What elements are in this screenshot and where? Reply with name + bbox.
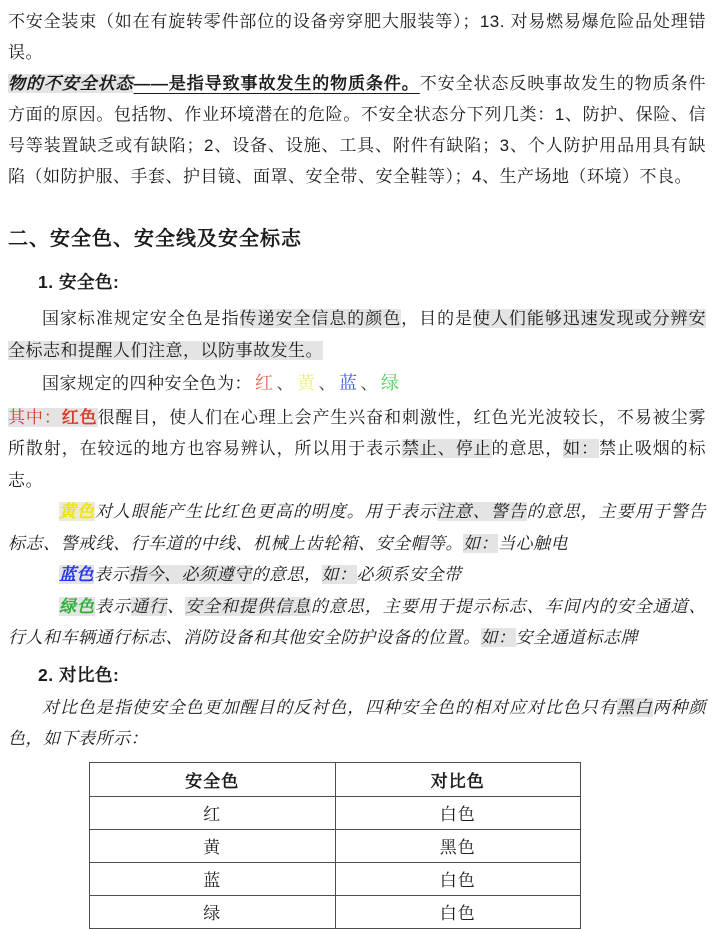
text-run: 蓝 [339, 373, 358, 393]
text-run: 如： [480, 628, 516, 647]
text-run: 的意思， [251, 565, 322, 584]
table-cell-safety: 蓝 [90, 862, 336, 895]
text-run: 物的不安全状态 [8, 74, 134, 93]
text-run: 红 [255, 373, 274, 393]
text-run: 绿色 [59, 596, 95, 616]
contrast-color-table [89, 762, 581, 929]
text-run: 是指导致事故发生的物质条件。 [168, 74, 420, 93]
table-cell-contrast: 黑色 [335, 829, 581, 862]
paragraph-red-color [8, 402, 706, 497]
table-row [90, 796, 581, 829]
text-run: 绿 [381, 373, 400, 393]
text-run: 其中： [8, 407, 62, 427]
table-row [90, 895, 581, 928]
text-run: 、 [318, 374, 336, 393]
table-header-safety-color: 安全色 [90, 762, 336, 796]
section-heading: 二、安全色、安全线及安全标志 [8, 228, 302, 250]
text-run: 对比色是指使安全色更加醒目的反衬色，四种安全色的相对应对比色只有 [42, 697, 617, 717]
text-run: 表示 [94, 565, 129, 584]
text-run: 不安全装束（如在有旋转零件部位的设备旁穿肥大服装等）；13. 对易燃易爆危险品处理错误。 [8, 12, 706, 62]
text-run: 表示 [94, 596, 131, 616]
table-row [90, 862, 581, 895]
text-run: 黑白 [616, 697, 653, 717]
paragraph-contrast-definition [8, 692, 706, 755]
text-run: 如： [321, 565, 357, 584]
paragraph-yellow-color [8, 496, 706, 559]
text-run: 的意思， [491, 439, 564, 458]
text-run: 国家规定的四种安全色为： [42, 374, 252, 393]
text-run: 指今、必须遵守 [129, 565, 252, 584]
paragraph-unsafe-dress [8, 6, 706, 68]
text-run: 不安全状态反映事故发生的物质条件方面的原因。包括物、作业环境潜在的危险。不安全状态分下列几类：1、防护、保险、信号等装置缺乏或有缺陷；2、设备、设施、工具、附件有缺陷；3、个人防护用品用具有缺陷（如防护服、手套、护目镜、面罩、安全带、安全鞋等）；4、生产场地（环境）不良。 [8, 74, 707, 186]
text-run: 两种颜色，如下表所示： [8, 697, 707, 748]
text-run: 必须系安全带 [356, 565, 462, 584]
text-run: ，目的是 [401, 309, 474, 328]
text-run: 对人眼能产生比红色更高的明度。用于表示 [94, 502, 437, 521]
paragraph-unsafe-state [8, 68, 706, 192]
text-run: 的意思，主要用于提示标志、车间内的安全通道、行人和车辆通行标志、消防设备和其他安全防护设备的位置。 [8, 596, 707, 647]
text-run: 注意、警告 [436, 502, 527, 521]
subsection-1-heading: 1. 安全色: [38, 272, 120, 292]
paragraph-safety-color-definition [8, 303, 706, 366]
text-run: 通行 [130, 596, 167, 616]
text-run: 红色 [61, 407, 98, 427]
text-run: 、 [360, 374, 378, 393]
text-run: 黄 [297, 373, 316, 393]
table-cell-safety: 绿 [90, 895, 336, 928]
table-cell-safety: 黄 [90, 829, 336, 862]
paragraph-green-color [8, 591, 706, 654]
text-run: 、 [276, 374, 294, 393]
table-cell-contrast: 白色 [335, 796, 581, 829]
text-run: 如： [563, 439, 599, 458]
text-run: 传递安全信息的颜色 [239, 309, 402, 328]
text-run: 的意思，主要用于警告标志、警戒线、行车道的中线、机械上齿轮箱、安全帽等。 [8, 502, 707, 553]
text-run: 很醒目，使人们在心理上会产生兴奋和刺激性，红色光光波较长，不易被尘雾所散射，在较远的地方也容易辨认，所以用于表示 [8, 407, 707, 458]
text-run: —— [133, 74, 169, 93]
text-run: 禁止吸烟的标志。 [8, 439, 707, 490]
text-run: 使人们能够迅速发现或分辨安全标志和提醒人们注意，以防事故发生。 [8, 309, 707, 360]
text-run: 安全和提供信息 [184, 596, 311, 616]
text-run: 、 [166, 596, 185, 616]
table-cell-contrast: 白色 [335, 862, 581, 895]
table-header-row [90, 762, 581, 796]
text-run: 禁止、停止 [401, 439, 492, 458]
paragraph-four-safety-colors [8, 368, 706, 400]
text-run: 国家标准规定安全色是指 [42, 309, 240, 328]
table-cell-contrast: 白色 [335, 895, 581, 928]
table-header-contrast-color: 对比色 [335, 762, 581, 796]
text-run: 如： [463, 533, 498, 553]
paragraph-blue-color [8, 559, 706, 591]
text-run: 蓝色 [59, 565, 94, 584]
text-run: 当心触电 [498, 533, 568, 553]
text-run: 黄色 [59, 502, 95, 521]
subsection-2-heading: 2. 对比色: [38, 664, 120, 685]
text-run: 安全通道标志牌 [515, 628, 638, 647]
table-cell-safety: 红 [90, 796, 336, 829]
table-row [90, 829, 581, 862]
